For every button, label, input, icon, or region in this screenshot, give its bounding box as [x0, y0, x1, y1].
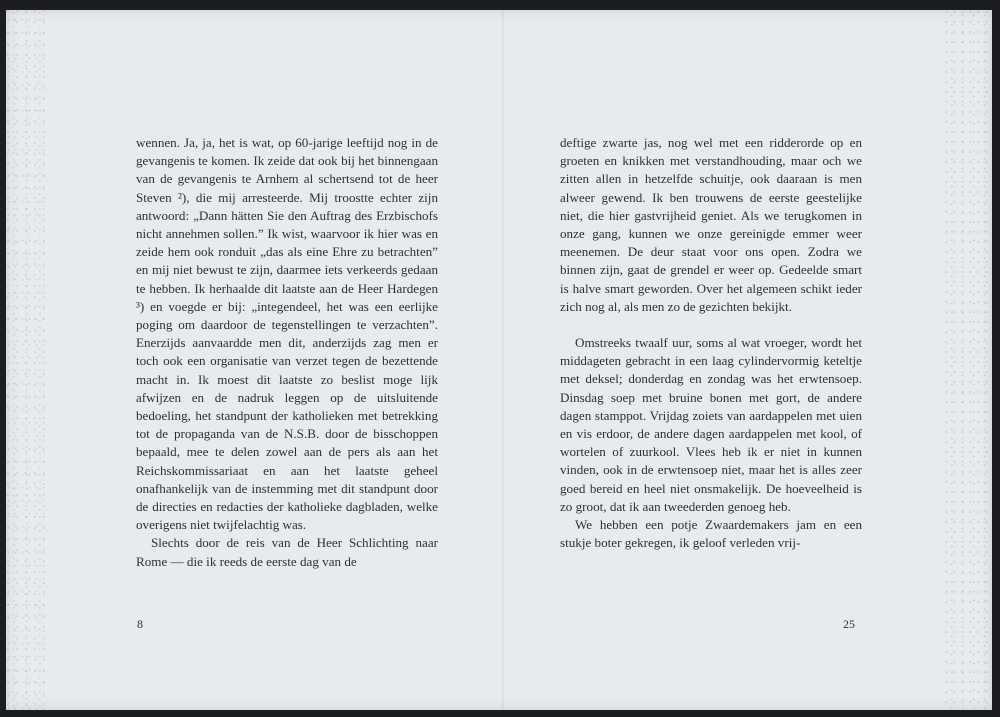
scanned-spread — [6, 10, 992, 710]
right-page-number: 25 — [843, 617, 855, 631]
page-fold — [502, 10, 504, 710]
scan-edge-left — [6, 10, 48, 710]
right-paragraph-1: deftige zwarte jas, nog wel met een ridderorde op en groeten en knikken met verstandhouding, maar och we zitten allen in hetzelfde schuitje, ook daaraan is men alweer gewend. Ik ben trouwens de eerste geestelijke niet, die hier gastvrijheid geniet. Als we terugkomen in onze gang, kunnen we onze gereinigde emmer weer meenemen. De deur staat voor ons open. Zodra we binnen zijn, gaat de grendel er weer op. Gedeelde smart is halve smart geworden. Over het algemeen schikt ieder zich nog al, als men zo de gezichten bekijkt. — [560, 135, 862, 314]
left-page-text — [136, 134, 438, 571]
left-paragraph-1: wennen. Ja, ja, het is wat, op 60-jarige leeftijd nog in de gevangenis te komen. Ik zeide dat ook bij het binnengaan van de gevangenis te Arnhem al schertsend tot de heer Steven ²), die mij arresteerde. Mij troostte echter zijn antwoord: „Dann hätten Sie den Auftrag des Erzbischofs nicht annehmen sollen.” Ik wist, waarvoor ik hier was en zeide hem ook ronduit „das als eine Ehre zu betrachten” en mij niet bewust te zijn, daarmee iets verkeerds gedaan te hebben. Ik herhaalde dit laatste aan de Heer Hardegen ³) en voegde er bij: „integendeel, het was een eerlijke poging om daardoor de tegenstellingen te verzachten”. Enerzijds aanvaardde men dit, anderzijds zag men er toch ook een organisatie van verzet tegen de bezettende macht in. Ik moest dit laatste zo beslist moge lijk afwijzen en de nadruk leggen op de uitsluitende bedoeling, het standpunt der katholieken met betrekking tot de propaganda van de N.S.B. door de bisschoppen bepaald, mee te delen zowel aan de pers als aan het Reichskommissariaat en aan het laatste geheel onafhankelijk van de instemming met dit standpunt door de directies en redacties der katholieke dagbladen, welke overigens niet twijfelachtig was. — [136, 135, 438, 533]
right-paragraph-3: We hebben een potje Zwaardemakers jam en een stukje boter gekregen, ik geloof verleden vrij- — [560, 517, 862, 551]
scan-edge-right — [944, 10, 992, 710]
right-paragraph-2: Omstreeks twaalf uur, soms al wat vroeger, wordt het middageten gebracht in een laag cylindervormig keteltje met deksel; donderdag en zondag was het erwtensoep. Dinsdag soep met bruine bonen met gort, de andere dagen stamppot. Vrijdag zoiets van aardappelen met uien en vis erdoor, de andere dagen aardappelen met kool, of wortelen of zuurkool. Vlees heb ik er niet in kunnen vinden, ook in de erwtensoep niet, maar het is alles zeer goed bereid en heel niet onsmakelijk. De hoeveelheid is zo groot, dat ik aan tweederden genoeg heb. — [560, 335, 862, 514]
left-paragraph-2: Slechts door de reis van de Heer Schlichting naar Rome — die ik reeds de eerste dag van de — [136, 535, 438, 569]
right-page-text — [560, 134, 862, 552]
left-page-number: 8 — [137, 617, 143, 631]
